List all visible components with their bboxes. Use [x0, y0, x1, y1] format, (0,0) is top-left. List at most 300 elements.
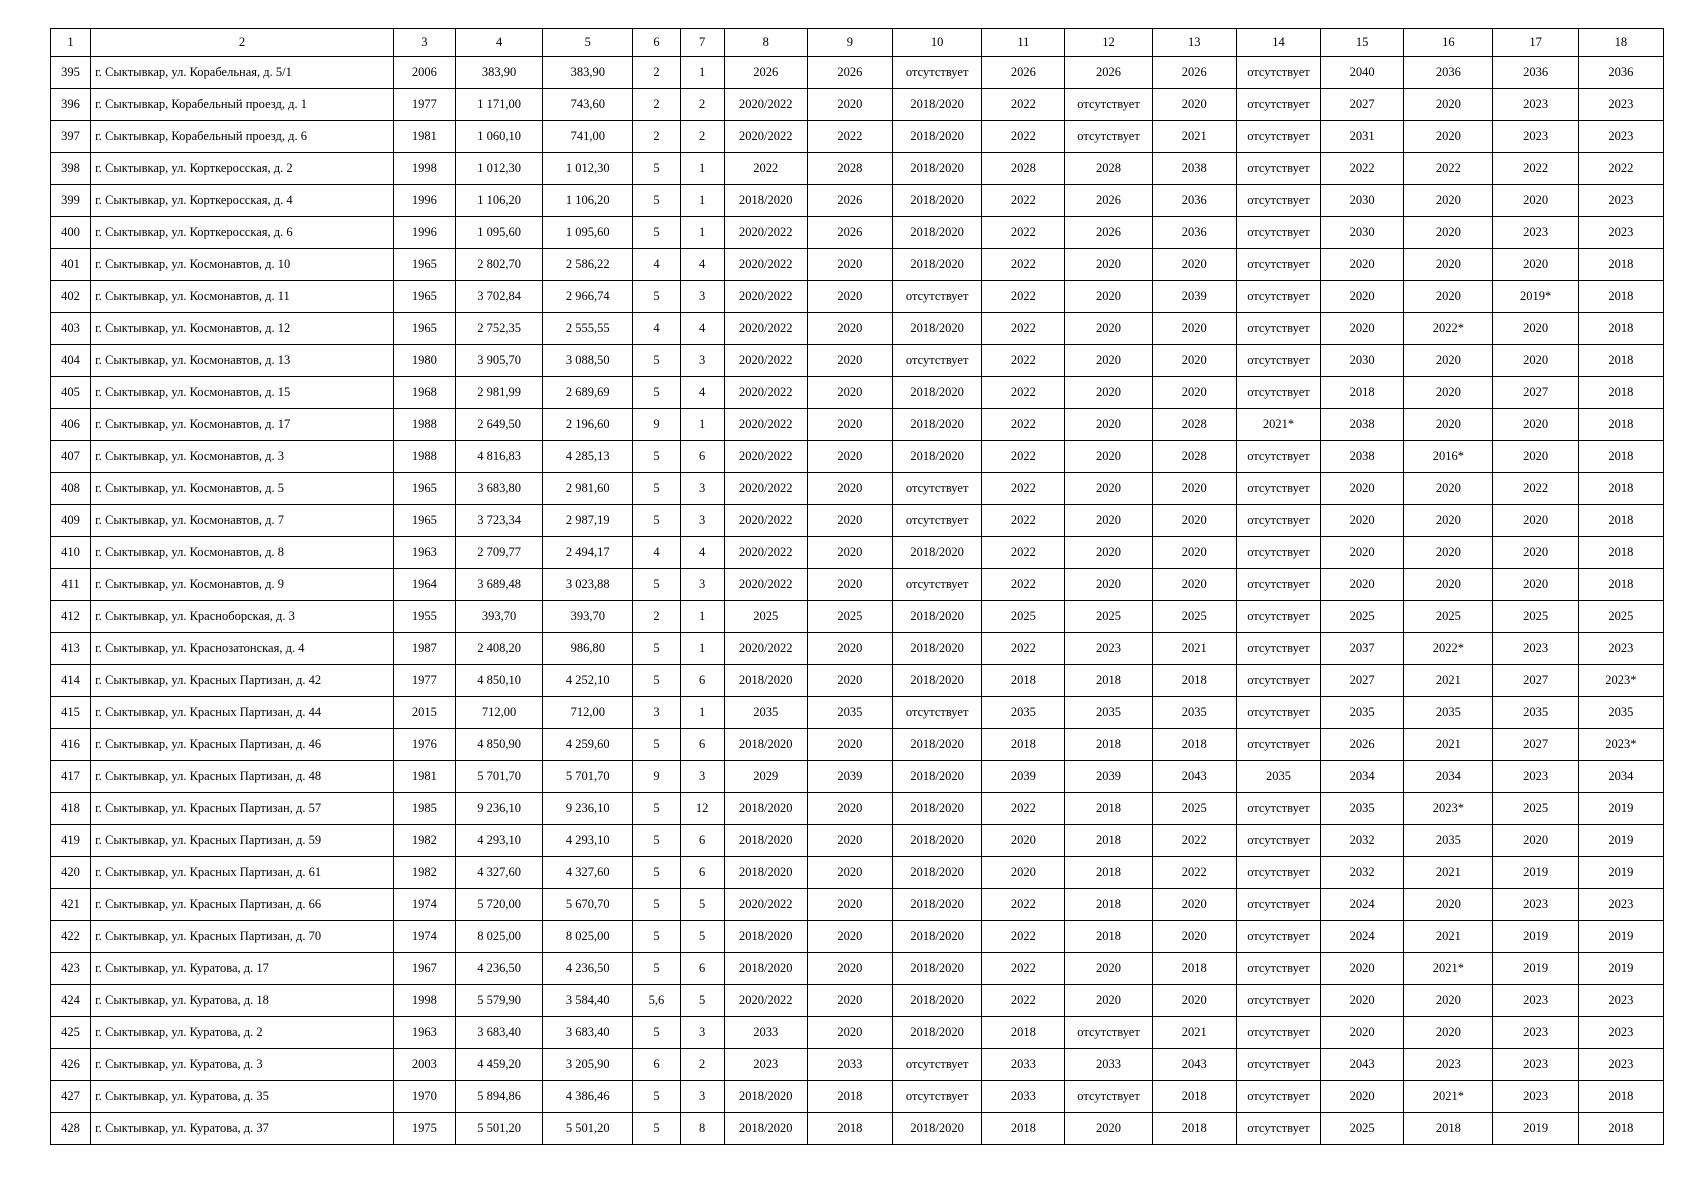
table-cell: 2019 [1493, 1113, 1578, 1145]
table-cell: 2027 [1493, 665, 1578, 697]
table-cell: 712,00 [543, 697, 633, 729]
table-cell: 2018/2020 [724, 1113, 807, 1145]
table-cell: 2 555,55 [543, 313, 633, 345]
table-cell: 5 [633, 569, 680, 601]
table-cell: 2020 [1321, 985, 1404, 1017]
table-cell: 2035 [1321, 793, 1404, 825]
table-cell: 4 816,83 [455, 441, 542, 473]
table-cell: отсутствует [1236, 921, 1320, 953]
table-cell: 5 [633, 1113, 680, 1145]
table-cell: 2020 [1152, 921, 1236, 953]
table-cell: отсутствует [1236, 1049, 1320, 1081]
table-cell: 2023 [1578, 217, 1663, 249]
table-cell: 2022 [1152, 825, 1236, 857]
table-cell: 4 [680, 249, 724, 281]
table-cell: 2020 [1152, 313, 1236, 345]
table-cell: 4 293,10 [543, 825, 633, 857]
table-cell: 2018 [1578, 1081, 1663, 1113]
table-cell: 2018 [1152, 729, 1236, 761]
table-cell: 3 [680, 345, 724, 377]
table-cell: 2018/2020 [893, 409, 982, 441]
table-cell: 2 [633, 601, 680, 633]
address-cell: г. Сыктывкар, ул. Космонавтов, д. 3 [91, 441, 394, 473]
table-cell: 2018/2020 [893, 185, 982, 217]
table-cell: 2020 [1493, 313, 1578, 345]
table-cell: 5,6 [633, 985, 680, 1017]
table-cell: 2020 [1152, 473, 1236, 505]
table-cell: 2018/2020 [724, 729, 807, 761]
table-cell: 2021 [1404, 665, 1493, 697]
table-cell: 2018 [982, 729, 1065, 761]
table-cell: 2018 [1152, 953, 1236, 985]
table-cell: отсутствует [1236, 697, 1320, 729]
table-row [51, 153, 1664, 185]
table-cell: 2 494,17 [543, 537, 633, 569]
table-cell: 1975 [393, 1113, 455, 1145]
table-cell: 2018/2020 [724, 825, 807, 857]
row-number-cell: 406 [51, 409, 91, 441]
table-cell: 1 171,00 [455, 89, 542, 121]
row-number-cell: 426 [51, 1049, 91, 1081]
table-cell: 5 [633, 1081, 680, 1113]
table-row [51, 601, 1664, 633]
table-row [51, 985, 1664, 1017]
table-cell: отсутствует [893, 345, 982, 377]
address-cell: г. Сыктывкар, ул. Красных Партизан, д. 46 [91, 729, 394, 761]
row-number-cell: 423 [51, 953, 91, 985]
table-cell: 2022 [982, 537, 1065, 569]
table-cell: 2036 [1152, 217, 1236, 249]
table-cell: 2027 [1321, 89, 1404, 121]
table-cell: 2018/2020 [724, 857, 807, 889]
table-row [51, 921, 1664, 953]
address-cell: г. Сыктывкар, ул. Куратова, д. 17 [91, 953, 394, 985]
table-cell: 2020 [982, 825, 1065, 857]
table-cell: 1988 [393, 441, 455, 473]
table-cell: 2020 [807, 857, 892, 889]
address-cell: г. Сыктывкар, ул. Куратова, д. 18 [91, 985, 394, 1017]
table-cell: 2020 [807, 441, 892, 473]
table-cell: отсутствует [1236, 185, 1320, 217]
table-cell: 986,80 [543, 633, 633, 665]
table-cell: 2 586,22 [543, 249, 633, 281]
column-number-cell: 5 [543, 29, 633, 57]
table-cell: 2035 [1321, 697, 1404, 729]
table-cell: 2020 [1065, 985, 1152, 1017]
table-cell: отсутствует [893, 281, 982, 313]
table-cell: 3 683,40 [455, 1017, 542, 1049]
table-row [51, 409, 1664, 441]
table-cell: 3 [680, 281, 724, 313]
table-cell: 2043 [1152, 1049, 1236, 1081]
table-cell: 5 [633, 729, 680, 761]
table-cell: 3 [633, 697, 680, 729]
table-cell: 2039 [807, 761, 892, 793]
table-cell: 2023 [1493, 985, 1578, 1017]
table-cell: 2023 [1578, 185, 1663, 217]
table-cell: 1998 [393, 985, 455, 1017]
table-cell: 2020 [1404, 1017, 1493, 1049]
table-cell: 2021* [1404, 1081, 1493, 1113]
row-number-cell: 420 [51, 857, 91, 889]
table-cell: 6 [633, 1049, 680, 1081]
table-cell: 2018/2020 [724, 793, 807, 825]
table-cell: 5 720,00 [455, 889, 542, 921]
table-cell: 1 [680, 153, 724, 185]
table-cell: 743,60 [543, 89, 633, 121]
table-row [51, 1113, 1664, 1145]
address-cell: г. Сыктывкар, ул. Космонавтов, д. 5 [91, 473, 394, 505]
table-cell: 2036 [1404, 57, 1493, 89]
table-cell: 2033 [982, 1081, 1065, 1113]
table-cell: 5 [633, 793, 680, 825]
table-cell: 6 [680, 729, 724, 761]
table-cell: 2019 [1578, 857, 1663, 889]
table-cell: 2020 [807, 921, 892, 953]
table-cell: 3 723,34 [455, 505, 542, 537]
table-cell: 2022 [982, 185, 1065, 217]
table-cell: 6 [680, 857, 724, 889]
column-number-cell: 17 [1493, 29, 1578, 57]
column-number-cell: 6 [633, 29, 680, 57]
column-number-cell: 14 [1236, 29, 1320, 57]
table-cell: 2 [633, 89, 680, 121]
table-cell: 2020 [807, 377, 892, 409]
table-row [51, 57, 1664, 89]
table-cell: 2025 [1404, 601, 1493, 633]
table-cell: 2022 [982, 889, 1065, 921]
table-cell: отсутствует [1236, 1113, 1320, 1145]
table-cell: 1 [680, 601, 724, 633]
row-number-cell: 409 [51, 505, 91, 537]
row-number-cell: 404 [51, 345, 91, 377]
row-number-cell: 410 [51, 537, 91, 569]
table-cell: отсутствует [1236, 505, 1320, 537]
table-cell: 2018 [1578, 473, 1663, 505]
table-cell: 2020 [1404, 473, 1493, 505]
table-cell: 8 025,00 [543, 921, 633, 953]
table-cell: 2021 [1152, 633, 1236, 665]
table-cell: 2036 [1578, 57, 1663, 89]
table-cell: 5 [633, 473, 680, 505]
table-cell: 2020 [1321, 953, 1404, 985]
table-cell: отсутствует [893, 569, 982, 601]
table-cell: 2020 [1404, 409, 1493, 441]
table-cell: 2018 [1578, 313, 1663, 345]
table-cell: отсутствует [1236, 537, 1320, 569]
table-cell: 9 [633, 409, 680, 441]
table-cell: 1 095,60 [543, 217, 633, 249]
row-number-cell: 424 [51, 985, 91, 1017]
table-cell: 1 [680, 217, 724, 249]
row-number-cell: 421 [51, 889, 91, 921]
table-cell: 5 [633, 153, 680, 185]
table-cell: 5 579,90 [455, 985, 542, 1017]
table-cell: 2020 [807, 889, 892, 921]
table-cell: 3 905,70 [455, 345, 542, 377]
table-cell: 2026 [982, 57, 1065, 89]
table-cell: 2022 [1321, 153, 1404, 185]
table-cell: 5 [633, 345, 680, 377]
table-cell: 2038 [1321, 409, 1404, 441]
table-row [51, 953, 1664, 985]
table-cell: 2039 [1152, 281, 1236, 313]
table-cell: 2018/2020 [893, 601, 982, 633]
table-cell: 2020 [1065, 569, 1152, 601]
table-cell: 2020 [1321, 1081, 1404, 1113]
table-cell: 2022 [982, 121, 1065, 153]
row-number-cell: 418 [51, 793, 91, 825]
column-number-cell: 15 [1321, 29, 1404, 57]
table-cell: 2020 [807, 665, 892, 697]
table-cell: 2018 [982, 665, 1065, 697]
table-cell: 1998 [393, 153, 455, 185]
table-cell: 2 [680, 121, 724, 153]
table-cell: 2023 [1493, 217, 1578, 249]
table-cell: 2035 [1236, 761, 1320, 793]
table-cell: 2021 [1404, 729, 1493, 761]
table-cell: 2020 [1404, 345, 1493, 377]
table-cell: 2020 [807, 313, 892, 345]
table-cell: 2022 [982, 793, 1065, 825]
table-cell: 2020/2022 [724, 89, 807, 121]
table-cell: 2020 [807, 953, 892, 985]
table-cell: 2043 [1152, 761, 1236, 793]
table-cell: 2034 [1321, 761, 1404, 793]
table-cell: 2018/2020 [893, 153, 982, 185]
address-cell: г. Сыктывкар, ул. Космонавтов, д. 7 [91, 505, 394, 537]
table-cell: 2043 [1321, 1049, 1404, 1081]
table-cell: 2 752,35 [455, 313, 542, 345]
table-cell: 2020 [1065, 377, 1152, 409]
address-cell: г. Сыктывкар, ул. Космонавтов, д. 15 [91, 377, 394, 409]
table-cell: 2018/2020 [893, 825, 982, 857]
table-cell: 2020 [1404, 185, 1493, 217]
table-cell: 2022 [1404, 153, 1493, 185]
table-cell: 2020/2022 [724, 889, 807, 921]
table-cell: 3 [680, 1081, 724, 1113]
address-cell: г. Сыктывкар, ул. Красных Партизан, д. 44 [91, 697, 394, 729]
table-cell: 2019 [1578, 921, 1663, 953]
address-cell: г. Сыктывкар, ул. Космонавтов, д. 13 [91, 345, 394, 377]
table-row [51, 313, 1664, 345]
table-cell: 2018/2020 [893, 217, 982, 249]
table-cell: отсутствует [893, 57, 982, 89]
table-cell: 1974 [393, 889, 455, 921]
table-cell: 4 [680, 537, 724, 569]
table-cell: 2020 [1404, 889, 1493, 921]
table-cell: 2020 [1404, 505, 1493, 537]
row-number-cell: 419 [51, 825, 91, 857]
table-cell: 2020 [807, 729, 892, 761]
table-cell: 1 095,60 [455, 217, 542, 249]
table-cell: 4 [633, 313, 680, 345]
column-number-cell: 18 [1578, 29, 1663, 57]
table-cell: 3 205,90 [543, 1049, 633, 1081]
table-cell: 4 285,13 [543, 441, 633, 473]
table-cell: 2023* [1404, 793, 1493, 825]
table-cell: отсутствует [1236, 153, 1320, 185]
column-number-cell: 10 [893, 29, 982, 57]
table-cell: 2026 [1321, 729, 1404, 761]
table-cell: 2021 [1404, 857, 1493, 889]
table-cell: 2023* [1578, 729, 1663, 761]
table-cell: 2018/2020 [893, 121, 982, 153]
table-cell: 2024 [1321, 921, 1404, 953]
table-cell: 2020 [807, 505, 892, 537]
table-cell: 2020 [1065, 345, 1152, 377]
table-cell: 2030 [1321, 345, 1404, 377]
table-cell: 2020 [1065, 281, 1152, 313]
table-cell: отсутствует [1236, 441, 1320, 473]
row-number-cell: 403 [51, 313, 91, 345]
row-number-cell: 414 [51, 665, 91, 697]
table-row [51, 793, 1664, 825]
table-cell: отсутствует [1236, 1017, 1320, 1049]
table-cell: 4 [680, 313, 724, 345]
table-cell: 4 850,90 [455, 729, 542, 761]
table-cell: 2028 [1152, 409, 1236, 441]
table-cell: 2020 [1065, 313, 1152, 345]
table-cell: 4 [633, 537, 680, 569]
table-cell: 2020/2022 [724, 249, 807, 281]
column-number-cell: 4 [455, 29, 542, 57]
table-cell: 2035 [1404, 697, 1493, 729]
table-cell: 2023 [1493, 889, 1578, 921]
table-cell: 2020 [1404, 281, 1493, 313]
table-row [51, 1049, 1664, 1081]
table-cell: 2025 [982, 601, 1065, 633]
table-cell: 2022* [1404, 633, 1493, 665]
table-cell: 2020 [1404, 985, 1493, 1017]
column-number-cell: 11 [982, 29, 1065, 57]
table-cell: 2020 [1152, 505, 1236, 537]
table-cell: 1996 [393, 185, 455, 217]
table-cell: 3 689,48 [455, 569, 542, 601]
table-cell: 2020 [1321, 473, 1404, 505]
table-row [51, 473, 1664, 505]
table-cell: 2020 [1404, 217, 1493, 249]
address-cell: г. Сыктывкар, ул. Красноборская, д. 3 [91, 601, 394, 633]
row-number-cell: 427 [51, 1081, 91, 1113]
table-cell: 2018 [1578, 569, 1663, 601]
table-cell: 2020/2022 [724, 345, 807, 377]
table-cell: отсутствует [1065, 89, 1152, 121]
row-number-cell: 405 [51, 377, 91, 409]
table-cell: 1965 [393, 281, 455, 313]
table-cell: 2023 [1493, 633, 1578, 665]
table-cell: 2 981,99 [455, 377, 542, 409]
table-cell: 1982 [393, 857, 455, 889]
table-cell: 2035 [982, 697, 1065, 729]
table-cell: 2 196,60 [543, 409, 633, 441]
table-cell: 2022 [724, 153, 807, 185]
table-cell: 2018 [1578, 249, 1663, 281]
table-cell: 1981 [393, 761, 455, 793]
table-cell: 2026 [1065, 217, 1152, 249]
table-cell: 2032 [1321, 857, 1404, 889]
table-cell: 2006 [393, 57, 455, 89]
table-cell: 2020/2022 [724, 313, 807, 345]
table-cell: 3 [680, 1017, 724, 1049]
table-cell: 2020 [1493, 537, 1578, 569]
table-cell: отсутствует [1236, 729, 1320, 761]
table-cell: 2020 [1065, 505, 1152, 537]
table-cell: 2022 [982, 569, 1065, 601]
table-cell: 2020/2022 [724, 633, 807, 665]
address-cell: г. Сыктывкар, ул. Космонавтов, д. 10 [91, 249, 394, 281]
table-cell: 3 [680, 761, 724, 793]
table-cell: 2038 [1152, 153, 1236, 185]
table-cell: 2018/2020 [724, 1081, 807, 1113]
table-cell: 2022 [982, 921, 1065, 953]
table-cell: 2023 [1578, 633, 1663, 665]
table-cell: 6 [680, 665, 724, 697]
table-cell: 2023 [1065, 633, 1152, 665]
table-cell: 2020 [1065, 409, 1152, 441]
table-cell: 2023 [1493, 121, 1578, 153]
table-cell: 1964 [393, 569, 455, 601]
table-cell: 2020 [1493, 441, 1578, 473]
table-cell: 4 459,20 [455, 1049, 542, 1081]
table-cell: 1963 [393, 537, 455, 569]
table-cell: 5 [633, 505, 680, 537]
table-cell: 2018 [1065, 793, 1152, 825]
table-cell: 2020/2022 [724, 505, 807, 537]
table-cell: 2022* [1404, 313, 1493, 345]
table-cell: 1976 [393, 729, 455, 761]
address-cell: г. Сыктывкар, ул. Космонавтов, д. 17 [91, 409, 394, 441]
table-cell: 2027 [1493, 377, 1578, 409]
row-number-cell: 416 [51, 729, 91, 761]
table-cell: 1980 [393, 345, 455, 377]
table-cell: 2 649,50 [455, 409, 542, 441]
table-cell: 393,70 [543, 601, 633, 633]
table-cell: 4 [680, 377, 724, 409]
table-cell: 2020 [1152, 889, 1236, 921]
table-cell: 2003 [393, 1049, 455, 1081]
table-cell: отсутствует [1236, 281, 1320, 313]
table-cell: отсутствует [1236, 89, 1320, 121]
address-cell: г. Сыктывкар, ул. Куратова, д. 3 [91, 1049, 394, 1081]
table-cell: отсутствует [1236, 1081, 1320, 1113]
table-cell: 2033 [982, 1049, 1065, 1081]
table-cell: 2020 [807, 345, 892, 377]
table-cell: 5 [633, 217, 680, 249]
table-cell: 2020 [1321, 537, 1404, 569]
row-number-cell: 425 [51, 1017, 91, 1049]
table-cell: 2020 [1493, 249, 1578, 281]
address-cell: г. Сыктывкар, ул. Куратова, д. 35 [91, 1081, 394, 1113]
table-cell: 2020 [1152, 89, 1236, 121]
address-cell: г. Сыктывкар, ул. Космонавтов, д. 11 [91, 281, 394, 313]
table-cell: отсутствует [1236, 985, 1320, 1017]
table-cell: 2035 [724, 697, 807, 729]
table-cell: 2019 [1493, 921, 1578, 953]
table-cell: 2018/2020 [893, 665, 982, 697]
table-cell: 5 501,20 [455, 1113, 542, 1145]
table-cell: 2020/2022 [724, 409, 807, 441]
table-cell: 2025 [724, 601, 807, 633]
table-cell: 1 [680, 57, 724, 89]
table-body [51, 29, 1664, 1145]
table-cell: 2020 [807, 633, 892, 665]
table-cell: 5 [680, 921, 724, 953]
address-cell: г. Сыктывкар, ул. Красных Партизан, д. 59 [91, 825, 394, 857]
table-cell: 741,00 [543, 121, 633, 153]
table-cell: 2020 [807, 281, 892, 313]
table-cell: 3 702,84 [455, 281, 542, 313]
